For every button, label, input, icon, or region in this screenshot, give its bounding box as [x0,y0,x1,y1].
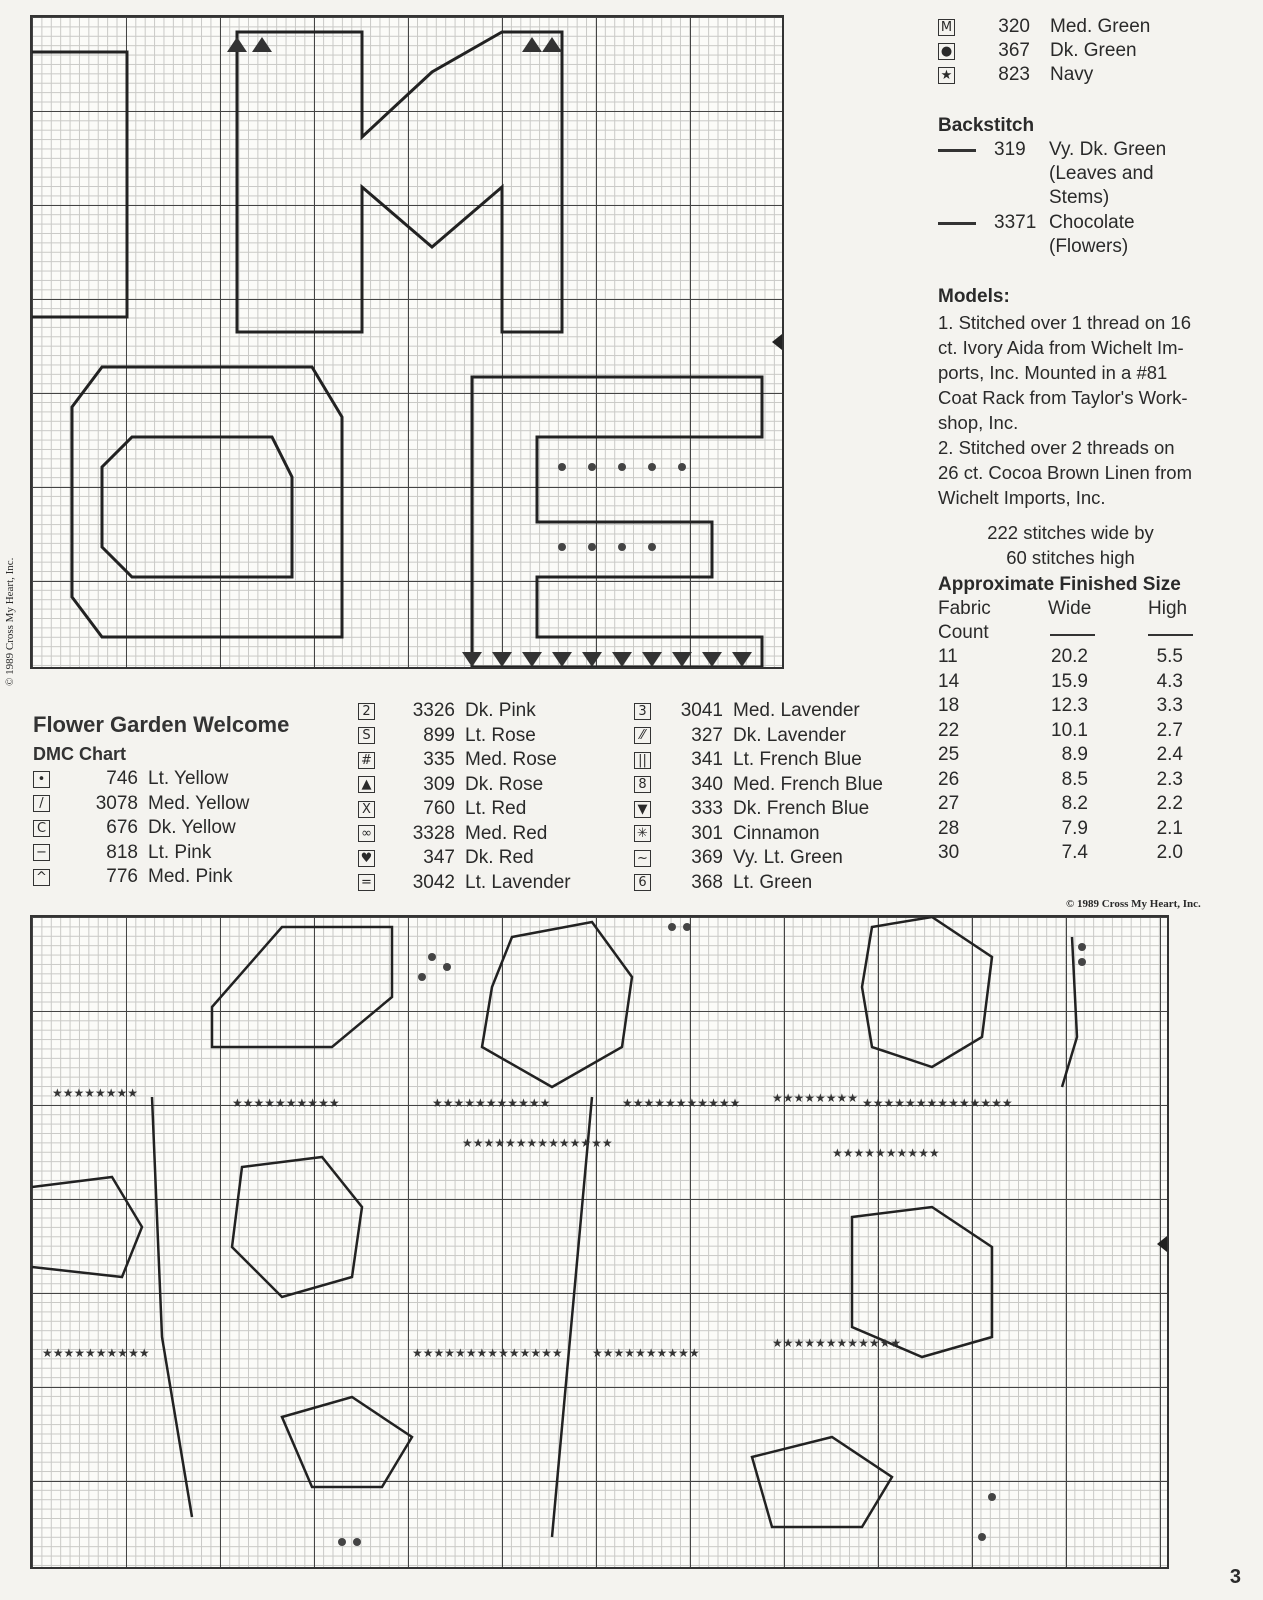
hash-icon: # [358,752,375,769]
stem-outline [1062,937,1077,1087]
header-rule [1050,634,1095,636]
leaf-outline [282,1397,412,1487]
dmc-code: 3078 [95,792,138,814]
cell-count: 30 [938,842,960,863]
models-line: 2. Stitched over 2 threads on [938,437,1175,458]
dmc-code: 368 [691,871,723,893]
cell-count: 11 [938,646,958,667]
backstitch-name: Vy. Dk. Green [1049,139,1167,160]
color-name: Lt. Green [733,871,813,893]
color-name: Dk. Lavender [733,724,847,746]
x-icon: X [358,801,375,818]
dmc-code: 3328 [412,822,455,844]
dot-small-icon: • [33,771,50,788]
cell-high: 2.4 [1156,744,1183,765]
letter-s: S [358,727,375,744]
cell-high: 2.1 [1156,817,1183,839]
cell-wide: 12.3 [1051,695,1088,716]
color-name: Dk. Yellow [148,817,236,838]
svg-text:★★★★★★★★★★: ★★★★★★★★★★ [592,1346,700,1360]
digit-3: 3 [634,703,651,720]
dmc-code: 340 [691,773,723,795]
legend-row [358,700,536,722]
svg-text:★★★★★★★★★★★: ★★★★★★★★★★★ [622,1096,741,1110]
cell-high: 2.2 [1156,793,1183,814]
color-name: Med. Lavender [733,700,860,721]
legend-row [634,847,843,869]
top-chart-grid [30,15,784,669]
backstitch-code: 319 [994,139,1026,160]
color-name: Lt. Yellow [148,768,229,789]
digit-8: 8 [634,776,651,793]
legend-row [358,847,534,869]
flower-outline [212,927,392,1047]
col-high: High [1148,598,1188,619]
bottom-chart-center-marker [1157,1236,1167,1252]
color-name: Med. Yellow [148,792,250,814]
dmc-code: 309 [423,773,455,795]
digit-6: 6 [634,874,651,891]
flower-outline [232,1157,362,1297]
cell-count: 14 [938,670,960,692]
svg-text:★★★★★★★★★★★★★★: ★★★★★★★★★★★★★★ [462,1136,613,1150]
cell-wide: 7.9 [1061,817,1088,839]
dot-icon: ● [938,43,955,60]
backstitch-line-icon [938,222,976,225]
backstitch-row [938,212,1135,234]
letter-m-outline [237,32,562,332]
models-text [938,310,1213,510]
cell-count: 25 [938,744,960,765]
legend-row [938,16,1150,38]
dmc-code: 3041 [680,700,723,721]
models-line: ports, Inc. Mounted in a #81 [938,362,1168,383]
backstitch-name: Chocolate [1049,212,1135,233]
cell-wide: 20.2 [1051,646,1088,667]
color-name: Lt. French Blue [733,749,862,770]
side-copyright: © 1989 Cross My Heart, Inc. [4,557,16,686]
stitch-count [938,520,1203,570]
svg-text:★★★★★★★★★★★★★★: ★★★★★★★★★★★★★★ [862,1096,1013,1110]
legend-row [938,40,1137,62]
stem-outline [152,1097,192,1517]
letter-w-outline [32,52,127,317]
models-line: 1. Stitched over 1 thread on 16 [938,312,1192,333]
cell-count: 22 [938,719,960,741]
dmc-code: 746 [106,768,138,789]
backstitch-note: (Flowers) [1049,236,1129,257]
letter-e-outline [472,377,762,667]
dmc-code: 676 [106,817,138,838]
dmc-code: 3042 [412,871,455,893]
cell-high: 5.5 [1156,646,1183,667]
slash-icon: / [33,795,50,812]
heart-icon: ♥ [358,850,375,867]
models-line: ct. Ivory Aida from Wichelt Im- [938,337,1184,358]
backstitch-line-icon [938,149,976,152]
cell-count: 18 [938,695,960,716]
cell-wide: 15.9 [1051,670,1088,692]
legend-row [358,774,543,796]
dmc-code: 367 [998,40,1030,61]
color-name: Med. Rose [465,749,557,770]
models-title: Models: [938,286,1010,307]
backstitch-code: 3371 [994,212,1037,233]
chart-title: Flower Garden Welcome [33,712,290,737]
col-count: Count [938,622,989,643]
flower-outline [852,1207,992,1357]
letter-c: C [33,820,50,837]
color-name: Med. Green [1050,16,1151,37]
dmc-code: 341 [691,749,723,770]
svg-text:★★★★★★★★★★: ★★★★★★★★★★ [42,1346,150,1360]
legend-row [634,725,846,747]
cell-count: 28 [938,817,960,839]
cell-high: 2.7 [1156,719,1183,741]
legend-row [634,798,869,820]
top-chart-center-marker [772,334,782,350]
color-name: Dk. Pink [465,700,536,721]
flower-outline [482,922,632,1087]
tilde-icon: ~ [634,850,651,867]
cell-count: 26 [938,768,960,790]
dmc-code: 776 [106,866,138,887]
cell-wide: 10.1 [1051,719,1088,741]
dmc-code: 347 [423,847,455,868]
dmc-code: 369 [691,847,723,868]
equals-icon: = [358,874,375,891]
cell-high: 4.3 [1156,670,1183,692]
color-name: Med. Red [465,822,548,844]
down-triangle-icon: ▼ [634,801,651,818]
double-bar-icon: || [634,752,651,769]
legend-row [358,725,536,747]
dmc-code: 333 [691,798,723,819]
dmc-code: 899 [423,724,455,746]
dmc-code: 3326 [412,700,455,721]
color-name: Dk. Red [465,847,534,868]
svg-text:★★★★★★★★: ★★★★★★★★ [772,1091,859,1105]
dmc-code: 760 [423,798,455,819]
svg-text:★★★★★★★★★★★★★★: ★★★★★★★★★★★★★★ [412,1346,563,1360]
cell-wide: 8.5 [1061,768,1088,790]
dmc-code: 335 [423,749,455,770]
legend-row [358,798,526,820]
legend-row [33,866,232,888]
color-name: Dk. Rose [465,773,544,795]
leaf-outline [752,1437,892,1527]
infinity-icon: ∞ [358,825,375,842]
color-name: Lt. Lavender [465,871,571,893]
stitch-count-line: 60 stitches high [1006,547,1135,568]
bottom-chart-grid [30,915,1169,1569]
top-chart-motifs [32,17,782,667]
legend-row [33,768,228,790]
legend-row [938,64,1093,86]
col-wide: Wide [1048,598,1092,619]
color-name: Vy. Lt. Green [733,847,843,868]
svg-text:★★★★★★★★: ★★★★★★★★ [52,1086,139,1100]
backstitch-title: Backstitch [938,115,1035,136]
letter-m-icon: M [938,19,955,36]
legend-row [33,842,211,864]
cell-count: 27 [938,793,960,814]
svg-text:★★★★★★★★★★: ★★★★★★★★★★ [232,1096,340,1110]
color-name: Cinnamon [733,822,820,844]
color-name: Lt. Pink [148,841,212,863]
backstitch-note: Stems) [1049,187,1110,208]
asterisk-icon: ✳ [634,825,651,842]
models-line: 26 ct. Cocoa Brown Linen from [938,462,1192,483]
chart-copyright: © 1989 Cross My Heart, Inc. [1066,898,1201,910]
cell-wide: 8.2 [1061,793,1088,814]
bottom-chart-stars [42,1086,1013,1360]
cell-high: 2.0 [1156,842,1183,863]
flower-outline [32,1177,142,1277]
legend-row [634,872,812,894]
legend-row [33,817,236,839]
cell-high: 3.3 [1156,695,1183,716]
color-name: Med. Pink [148,866,233,887]
legend-row [358,749,557,771]
models-line: Coat Rack from Taylor's Work- [938,387,1188,408]
dmc-code: 823 [998,64,1030,85]
digit-2: 2 [358,703,375,720]
color-name: Med. French Blue [733,773,883,795]
flower-outline [862,917,992,1067]
dmc-code: 301 [691,822,723,844]
color-name: Lt. Red [465,798,527,819]
stem-outline [552,1097,592,1537]
legend-row [634,774,883,796]
svg-text:★★★★★★★★★★★: ★★★★★★★★★★★ [432,1096,551,1110]
top-chart-triangles [227,37,752,667]
color-name: Dk. French Blue [733,798,870,819]
double-slash-icon: ⁄⁄ [634,727,651,744]
legend-row [33,793,249,815]
letter-o-inner [102,437,292,577]
caret-icon: ^ [33,869,50,886]
legend-row [634,823,820,845]
cell-high: 2.3 [1156,768,1183,790]
letter-o-outline [72,367,342,637]
svg-text:★★★★★★★★★★: ★★★★★★★★★★ [832,1146,940,1160]
legend-row [634,700,860,722]
cell-wide: 7.4 [1061,842,1088,863]
color-name: Navy [1050,64,1094,85]
col-fabric: Fabric [938,598,991,619]
color-name: Dk. Green [1050,40,1137,61]
dmc-code: 320 [998,16,1030,37]
legend-row [358,872,571,894]
backstitch-row [938,139,1166,161]
svg-text:★★★★★★★★★★★★: ★★★★★★★★★★★★ [772,1336,902,1350]
top-chart-dots [558,463,686,551]
dash-icon: − [33,844,50,861]
chart-subtitle: DMC Chart [33,744,126,764]
cell-wide: 8.9 [1061,744,1088,765]
stitch-count-line: 222 stitches wide by [987,522,1154,543]
triangle-icon: ▲ [358,776,375,793]
header-rule [1148,634,1193,636]
finished-size-title: Approximate Finished Size [938,574,1181,595]
legend-row [358,823,547,845]
star-icon: ★ [938,67,955,84]
legend-row [634,749,862,771]
bottom-chart-motifs [32,917,1167,1567]
models-line: shop, Inc. [938,412,1019,433]
page-number: 3 [1229,1566,1241,1588]
dmc-code: 327 [691,724,723,746]
color-name: Lt. Rose [465,724,536,746]
dmc-code: 818 [106,841,138,863]
models-line: Wichelt Imports, Inc. [938,487,1106,508]
backstitch-note: (Leaves and [1049,163,1154,184]
